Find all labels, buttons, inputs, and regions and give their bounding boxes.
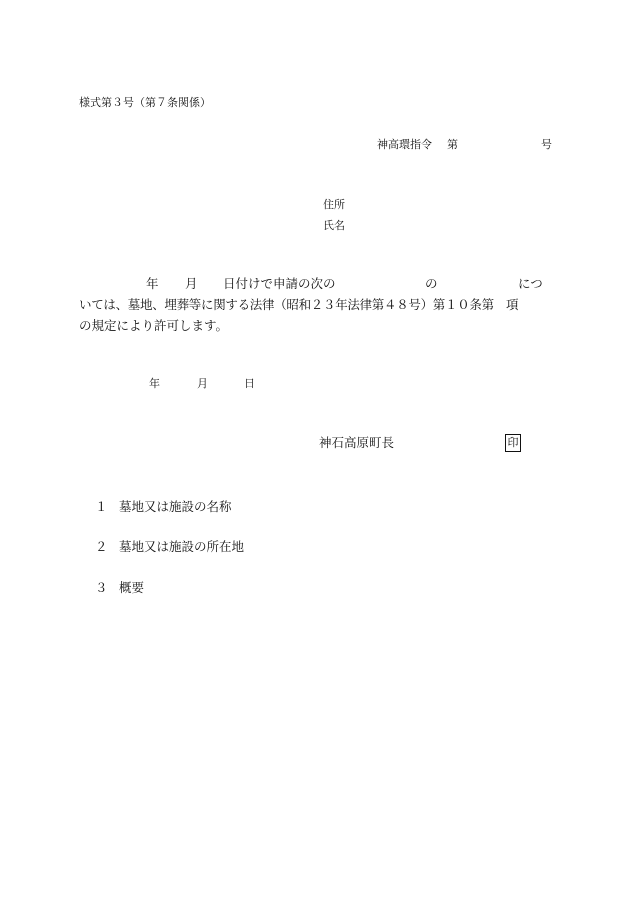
- seal-mark: 印: [505, 434, 521, 452]
- date-day: 日: [244, 377, 255, 390]
- address-label: 住所: [323, 198, 345, 211]
- item-3-label: 概要: [119, 580, 145, 595]
- date-year: 年: [149, 377, 160, 390]
- body-year: 年: [146, 276, 159, 291]
- item-1-number: １: [95, 499, 108, 514]
- body-line-2: いては、墓地、埋葬等に関する法律（昭和２３年法律第４８号）第１０条第 項: [79, 297, 519, 312]
- body-no: の: [425, 276, 438, 291]
- date-month: 月: [197, 377, 208, 390]
- body-date-phrase: 日付けで申請の次の: [223, 276, 336, 291]
- name-label: 氏名: [323, 219, 345, 232]
- doc-number-go: 号: [541, 138, 552, 151]
- doc-number-dai: 第: [447, 138, 458, 151]
- body-month: 月: [185, 276, 198, 291]
- form-number: 様式第３号（第７条関係）: [79, 96, 211, 109]
- body-line-3: の規定により許可します。: [79, 318, 229, 333]
- doc-number-prefix: 神高環指令: [377, 138, 432, 151]
- item-3-number: ３: [95, 580, 108, 595]
- item-2-label: 墓地又は施設の所在地: [119, 539, 245, 554]
- issuer-title: 神石高原町長: [319, 435, 395, 450]
- body-ni-tsu: につ: [518, 276, 543, 291]
- item-2-number: ２: [95, 539, 108, 554]
- item-1-label: 墓地又は施設の名称: [119, 499, 232, 514]
